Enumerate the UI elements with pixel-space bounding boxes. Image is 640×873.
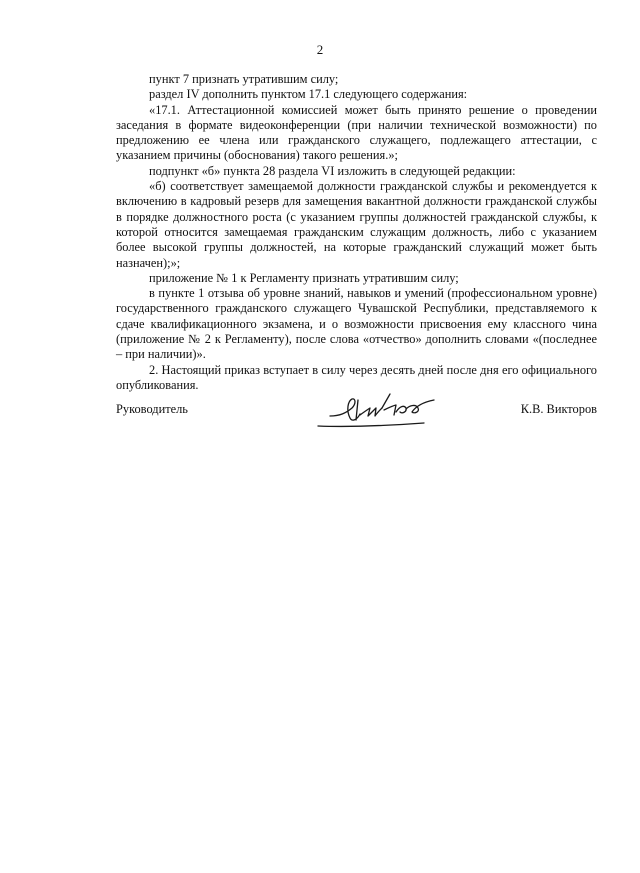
paragraph: в пункте 1 отзыва об уровне знаний, навыков и умений (профессиональном уровне) государственного гражданского служащего Чувашской Республики, представляемого к сдаче квалификационного экзамена, и о возможности присвоения ему классного чина (приложение № 2 к Регламенту), после слова «отчество» дополнить словами «(последнее – при наличии)». [116,286,597,362]
page-number: 2 [316,42,324,57]
document-body [116,72,597,393]
paragraph: «б) соответствует замещаемой должности гражданской службы и рекомендуется к включению в кадровый резерв для замещения вакантной должности гражданской службы в порядке должностного роста (с указанием группы должностей гражданской службы, к которой относится замещаемая гражданским служащим должность, либо с указанием более высокой группы должностей, на которые гражданский служащий может быть назначен);»; [116,179,597,270]
paragraph: 2. Настоящий приказ вступает в силу через десять дней после дня его официального опубликования. [116,362,597,392]
paragraph: подпункт «б» пункта 28 раздела VI изложить в следующей редакции: [149,163,516,178]
paragraph: пункт 7 признать утратившим силу; [149,72,339,86]
signatory-name: К.В. Викторов [520,402,597,416]
handwritten-signature [312,386,452,436]
paragraph: «17.1. Аттестационной комиссией может быть принято решение о проведении заседания в формате видеоконференции (при наличии технической возможности) по предложению ее члена или гражданского служащего, подлежащего аттестации, с указанием причины (обоснования) такого решения.»; [116,102,597,163]
signature-block [116,392,597,432]
signatory-title: Руководитель [116,402,188,416]
paragraph: приложение № 1 к Регламенту признать утратившим силу; [149,270,459,285]
paragraph: раздел IV дополнить пунктом 17.1 следующего содержания: [149,87,468,102]
